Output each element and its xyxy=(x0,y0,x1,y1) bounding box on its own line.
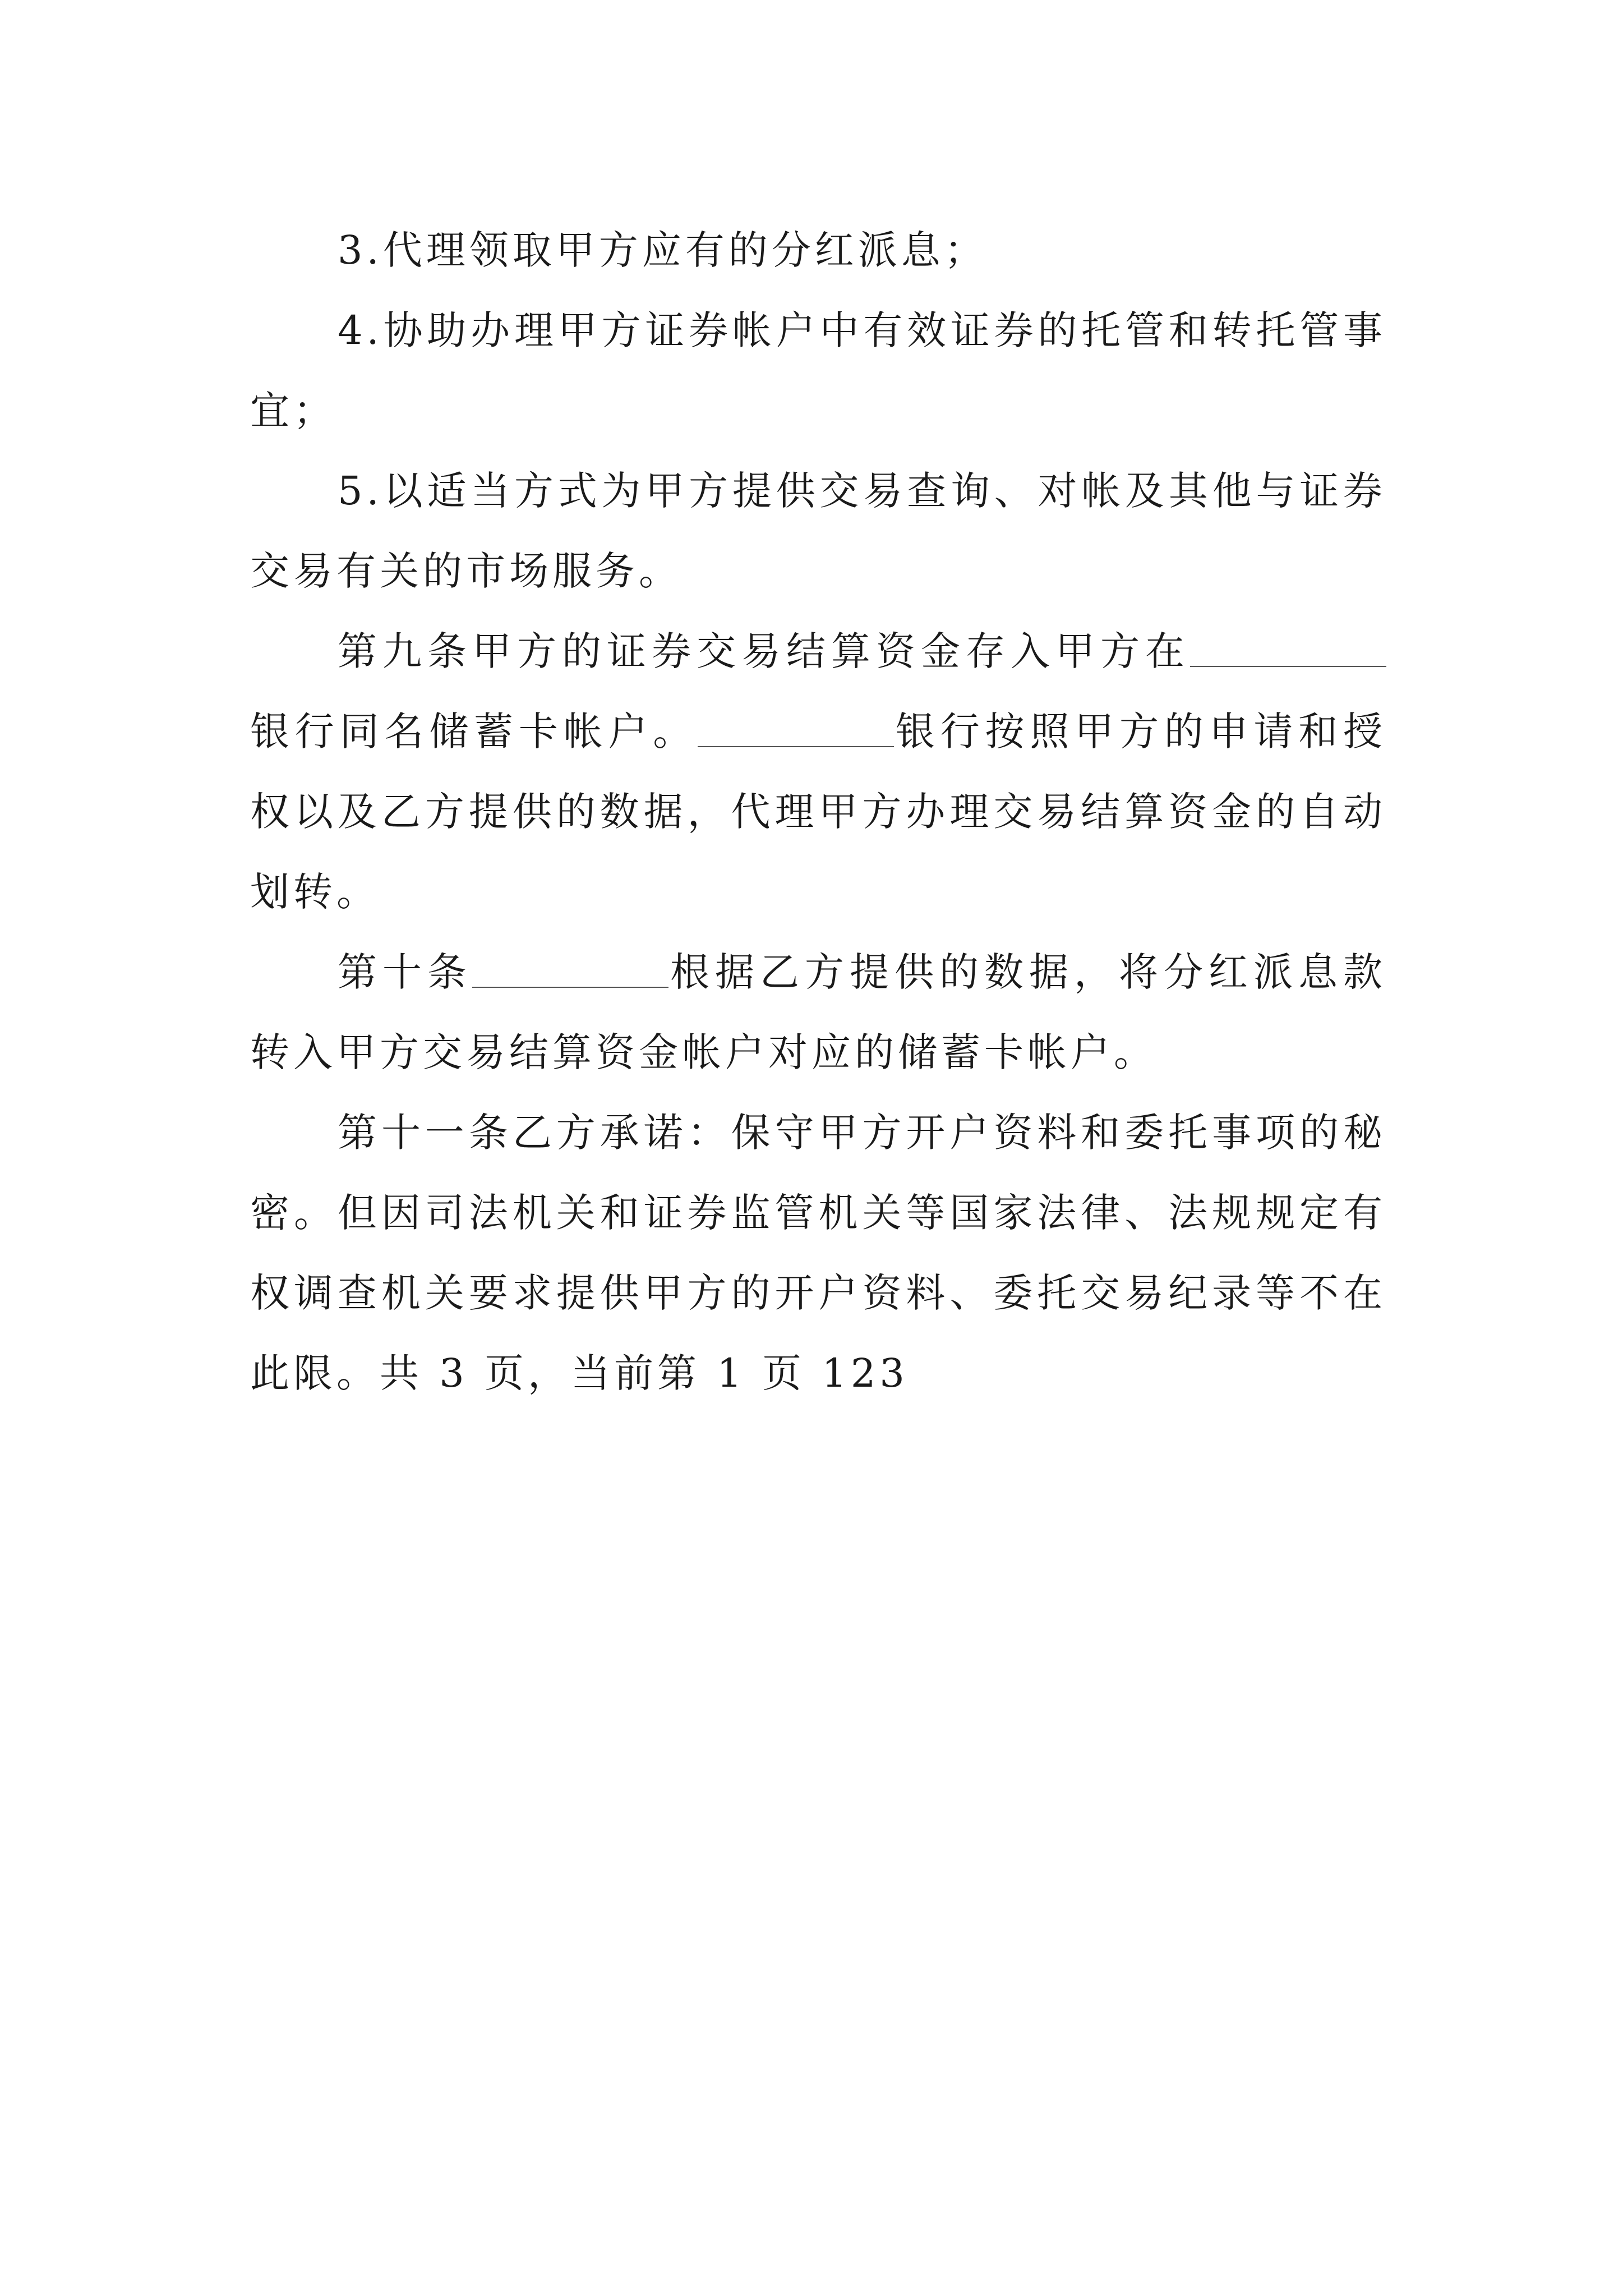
article-11 xyxy=(250,1093,1386,1414)
article-10-text-b: 根据乙方提供的数据，将分红派息款转入甲方交易结算资金帐户对应的储蓄卡帐户。 xyxy=(250,949,1386,1075)
clause-item-5-text: 5.以适当方式为甲方提供交易查询、对帐及其他与证券交易有关的市场服务。 xyxy=(250,468,1386,594)
clause-item-4-text: 4.协助办理甲方证券帐户中有效证券的托管和转托管事宜； xyxy=(250,307,1386,434)
article-9-text-b: 银行同名储蓄卡帐户。 xyxy=(250,708,698,754)
fill-in-blank xyxy=(472,947,668,988)
clause-item-4 xyxy=(250,291,1386,451)
article-9-text-a: 第九条甲方的证券交易结算资金存入甲方在 xyxy=(338,628,1190,674)
article-10-text-a: 第十条 xyxy=(338,949,472,995)
clause-item-5 xyxy=(250,451,1386,611)
fill-in-blank xyxy=(698,707,894,747)
article-10 xyxy=(250,932,1386,1093)
fill-in-blank xyxy=(1190,627,1386,667)
document-body xyxy=(250,210,1386,1414)
clause-item-3 xyxy=(250,210,1386,291)
article-9-text-c: 银行按照甲方的申请和授权以及乙方提供的数据，代理甲方办理交易结算资金的自动划转。 xyxy=(250,708,1387,915)
article-11-text: 第十一条乙方承诺：保守甲方开户资料和委托事项的秘密。但因司法机关和证券监管机关等国家法律、法规规定有权调查机关要求提供甲方的开户资料、委托交易纪录等不在此限。共 3 页，当前第 1 页 123 xyxy=(250,1110,1386,1396)
article-9 xyxy=(250,611,1386,932)
clause-item-3-text: 3.代理领取甲方应有的分红派息； xyxy=(338,227,988,273)
